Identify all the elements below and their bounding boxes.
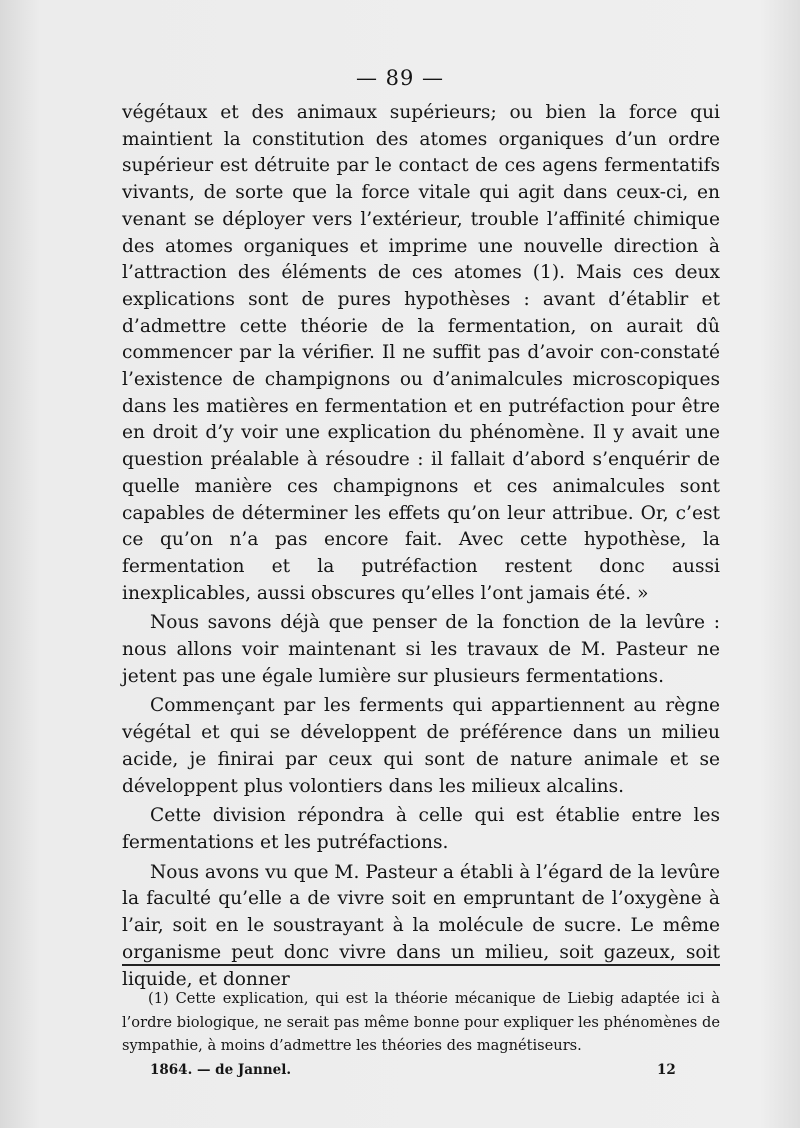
paragraph-2: Nous savons déjà que penser de la fonction de la levûre : nous allons voir maintenant si les travaux de M. Pasteur ne jetent pas une égale lumière sur plusieurs fermentations. <box>122 612 720 687</box>
sheet-number: 12 <box>657 1062 676 1078</box>
paragraph-5: Nous avons vu que M. Pasteur a établi à l’égard de la levûre la faculté qu’elle a de vivre soit en empruntant de l’oxygène à l’air, soit en le soustrayant à la molécule de sucre. Le même organisme peut donc vivre dans un milieu, soit gazeux, soit liquide, et donner <box>122 861 720 990</box>
paragraph-1: végétaux et des animaux supérieurs; ou bien la force qui maintient la constitution des atomes organiques d’un ordre supérieur est détruite par le contact de ces agens fermentatifs vivants, de sorte que la force vitale qui agit dans ceux-ci, en venant se déployer vers l’extérieur, trouble l’affinité chimique des atomes organiques et imprime une nouvelle direction à l’attraction des éléments de ces atomes (1). Mais ces deux explications sont de pures hypothèses : avant d’établir et d’admettre cette théorie de la fermentation, on aurait dû commencer par la vérifier. Il ne suffit pas d’avoir con-constaté l’existence de champignons ou d’animalcules microscopiques dans les matières en fermentation et en putréfaction pour être en droit d’y voir une explication du phénomène. Il y avait une question préalable à résoudre : il fallait d’abord s’enquérir de quelle manière ces champignons et ces animalcules sont capables de déterminer les effets qu’on leur attribue. Or, c’est ce qu’on n’a pas encore fait. Avec cette hypothèse, la fermentation et la putréfaction restent donc aussi inexplicables, aussi obscures qu’elles l’ont jamais été. » <box>122 102 720 604</box>
body-text <box>122 100 720 993</box>
printer-signature: 1864. — de Jannel. <box>150 1062 292 1078</box>
page-number: — 89 — <box>355 66 445 90</box>
footnote <box>122 987 720 1058</box>
footnote-text: (1) Cette explication, qui est la théorie mécanique de Liebig adaptée ici à l’ordre biologique, ne serait pas même bonne pour expliquer les phénomènes de sympathie, à moins d’admettre les théories des magnétiseurs. <box>122 990 720 1054</box>
paragraph-4: Cette division répondra à celle qui est établie entre les fermentations et les putréfactions. <box>122 805 720 853</box>
paragraph-3: Commençant par les ferments qui appartiennent au règne végétal et qui se développent de préférence dans un milieu acide, je finirai par ceux qui sont de nature animale et se développent plus volontiers dans les milieux alcalins. <box>122 695 720 797</box>
footnote-divider <box>122 964 720 966</box>
